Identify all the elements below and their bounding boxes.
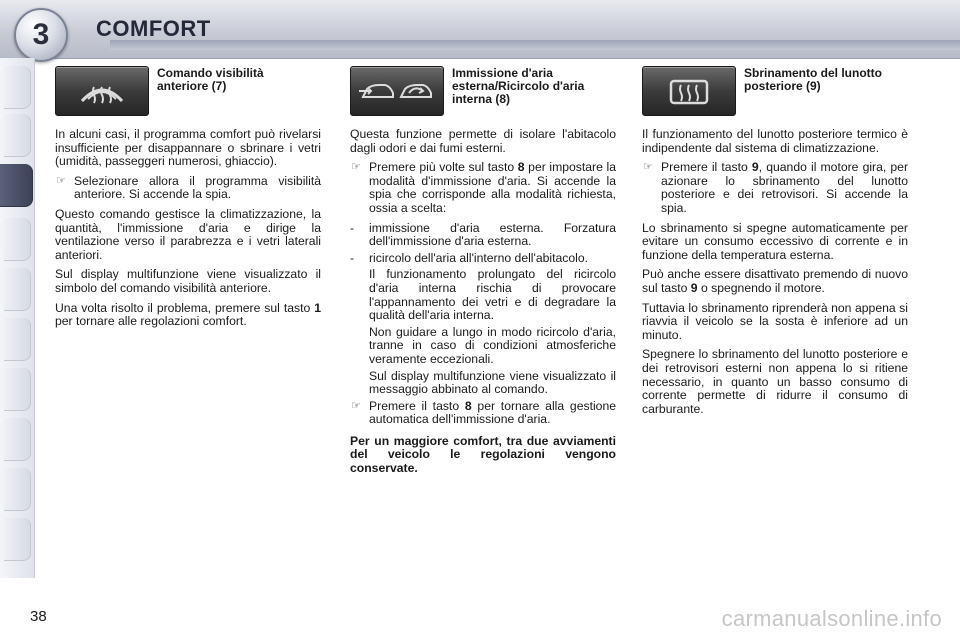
paragraph: In alcuni casi, il programma comfort può rivelarsi insufficiente per disappannare o sbrinare i vetri (umidità, passeggeri numerosi, ghiaccio). — [55, 127, 321, 169]
indented-paragraph: Il funzionamento prolungato del ricircolo d'aria interna rischia di provocare l'appannamento dei vetri e di degradare la qualità dell'aria interna. — [369, 267, 616, 323]
paragraph: Spegnere lo sbrinamento del lunotto posteriore e dei retrovisori esterni non appena lo si ritiene necessario, in quanto un basso consumo di corrente permette di ridurre il consumo di carburante. — [642, 347, 908, 416]
key-label: 1 — [314, 300, 321, 315]
bold-note: Per un maggiore comfort, tra due avviamenti del veicolo le regolazioni vengono conservate. — [350, 433, 616, 476]
paragraph: Lo sbrinamento si spegne automaticamente per evitare un consumo eccessivo di corrente e in funzione della temperatura esterna. — [642, 220, 908, 262]
text: Una volta risolto il problema, premere sul tasto — [55, 300, 315, 315]
chapter-tab[interactable] — [4, 114, 31, 157]
section-title: Sbrinamento del lunotto posteriore (9) — [744, 66, 882, 93]
header-stripe — [110, 40, 960, 50]
chapter-tab[interactable] — [4, 418, 31, 461]
text: per tornare alla gestione automatica dell'immissione d'aria. — [369, 398, 616, 427]
paragraph — [642, 268, 908, 295]
chapter-tab-rail — [0, 58, 35, 578]
section-title: Comando visibilità anteriore (7) — [157, 66, 264, 93]
column-header — [642, 66, 908, 120]
column-header — [55, 66, 321, 120]
key-label: 8 — [517, 160, 525, 175]
text: per impostare la modalità d'immissione d'aria. Si accende la spia che corrisponde alla modalità richiesta, ossia a scelta: — [369, 160, 616, 215]
text: Premere il tasto — [369, 398, 465, 413]
dash-mark: - — [350, 250, 355, 265]
key-label: 9 — [751, 160, 759, 175]
chapter-tab[interactable] — [4, 66, 31, 109]
indented-paragraph: Non guidare a lungo in modo ricircolo d'aria, tranne in caso di condizioni atmosferiche veramente eccezionali. — [369, 324, 616, 366]
paragraph: Questa funzione permette di isolare l'abitacolo dagli odori e dai fumi esterni. — [350, 127, 616, 155]
bullet-text: Selezionare allora il programma visibilità anteriore. Si accende la spia. — [74, 173, 321, 202]
pointing-hand-icon: ☞ — [643, 161, 653, 174]
text: Può anche essere disattivato premendo di nuovo sul tasto — [642, 267, 908, 295]
chapter-tab[interactable] — [4, 368, 31, 411]
chapter-number: 3 — [32, 18, 50, 51]
chapter-title: COMFORT — [96, 16, 211, 41]
pointing-hand-icon: ☞ — [351, 161, 361, 174]
section-body — [55, 128, 321, 329]
text: , quando il motore gira, per azionare lo sbrinamento del lunotto posteriore e dei retrovisori. Si accende la spia. — [661, 160, 909, 215]
key-label: 9 — [690, 280, 698, 295]
text: per tornare alle regolazioni comfort. — [55, 314, 247, 329]
key-label: 8 — [464, 398, 472, 413]
paragraph: Sul display multifunzione viene visualizzato il simbolo del comando visibilità anteriore. — [55, 267, 321, 295]
dash-mark: - — [350, 220, 355, 235]
section-title: Immissione d'aria esterna/Ricircolo d'aria interna (8) — [452, 66, 585, 106]
text: o spegnendo il motore. — [697, 280, 825, 295]
page-number: 38 — [30, 608, 47, 625]
column-air-intake — [350, 66, 616, 476]
chapter-tab[interactable] — [4, 468, 31, 511]
front-demist-icon — [55, 66, 149, 116]
chapter-tab[interactable] — [4, 268, 31, 311]
chapter-tab[interactable] — [4, 518, 31, 561]
column-rear-defrost — [642, 66, 908, 422]
paragraph — [55, 302, 321, 329]
bullet-item — [55, 175, 321, 202]
section-body — [642, 128, 908, 416]
dash-item — [350, 252, 616, 266]
dash-item — [350, 222, 616, 249]
pointing-hand-icon: ☞ — [56, 174, 66, 187]
indented-paragraph: Sul display multifunzione viene visualizzato il messaggio abbinato al comando. — [369, 368, 616, 397]
chapter-tab[interactable] — [4, 318, 31, 361]
paragraph: Il funzionamento del lunotto posteriore termico è indipendente dal sistema di climatizzazione. — [642, 127, 908, 155]
column-header — [350, 66, 616, 120]
watermark: carmanualsonline.info — [721, 606, 942, 631]
bullet-item — [642, 161, 908, 215]
air-recirculation-icon — [350, 66, 444, 116]
dash-text: ricircolo dell'aria all'interno dell'abitacolo. — [369, 250, 589, 265]
chapter-tab[interactable] — [4, 218, 31, 261]
paragraph: Questo comando gestisce la climatizzazione, la quantità, l'immissione d'aria e dirige la ventilazione verso il parabrezza e i vetri laterali anteriori. — [55, 206, 321, 262]
paragraph: Tuttavia lo sbrinamento riprenderà non appena si riavvia il veicolo se la sosta è inferiore ad un minuto. — [642, 300, 908, 342]
chapter-tab-active[interactable] — [0, 164, 33, 207]
column-front-visibility — [55, 66, 321, 335]
dash-text: immissione d'aria esterna. Forzatura dell'immissione d'aria esterna. — [369, 220, 616, 249]
text: Premere il tasto — [661, 160, 752, 175]
bullet-item — [350, 161, 616, 215]
bullet-item — [350, 400, 616, 427]
section-body — [350, 128, 616, 476]
text: Premere più volte sul tasto — [369, 160, 518, 175]
chapter-badge — [14, 8, 68, 62]
rear-defrost-icon — [642, 66, 736, 116]
pointing-hand-icon: ☞ — [351, 399, 361, 412]
